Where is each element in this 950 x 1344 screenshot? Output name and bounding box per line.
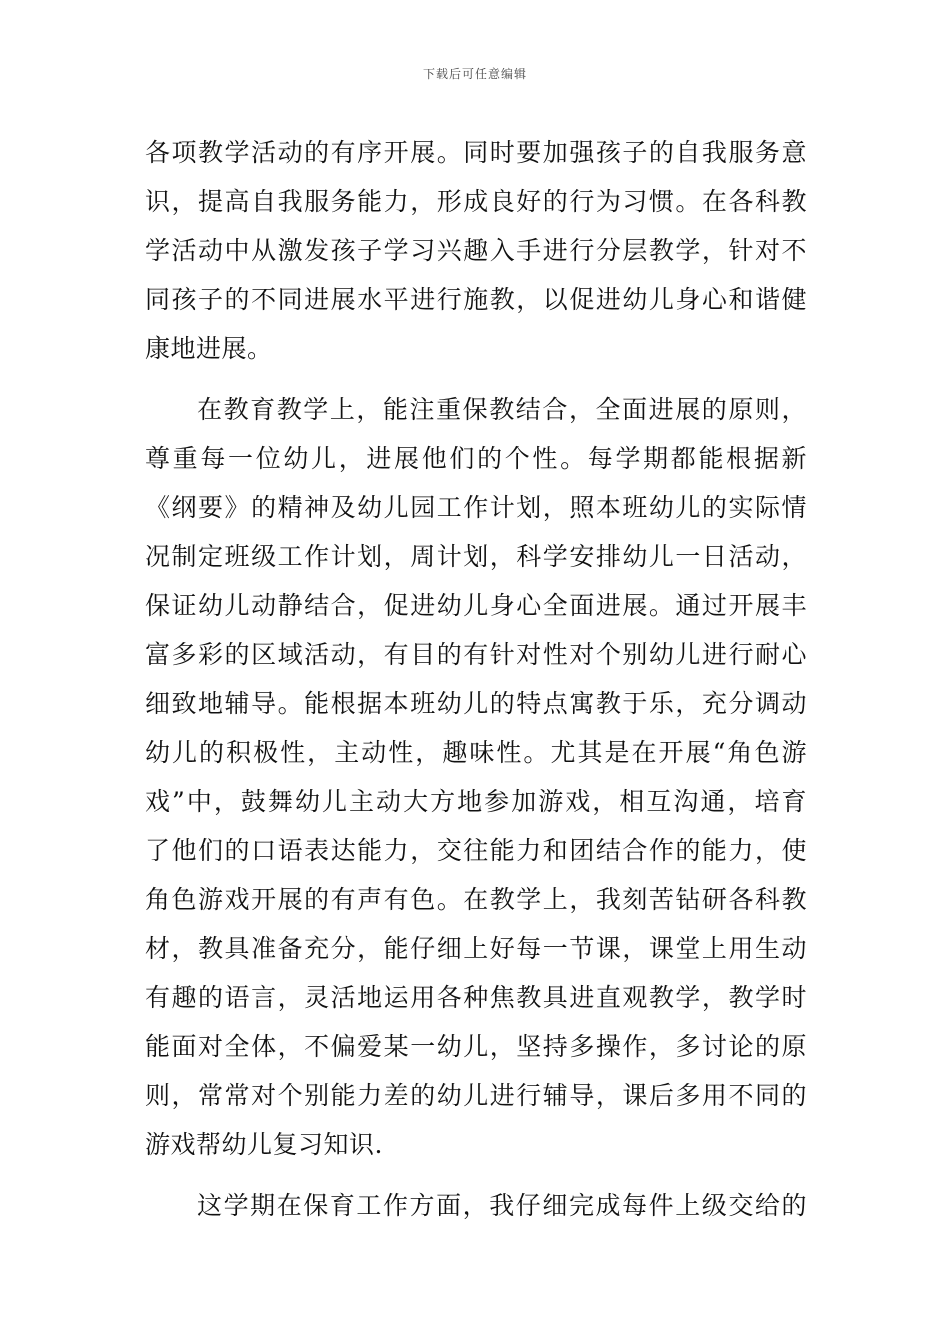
paragraph-line: 学活动中从激发孩子学习兴趣入手进行分层教学，针对不 bbox=[145, 236, 807, 265]
paragraph-line: 在教育教学上，能注重保教结合，全面进展的原则， bbox=[197, 395, 807, 424]
paragraph-line: 有趣的语言，灵活地运用各种焦教具进直观教学，教学时 bbox=[145, 983, 807, 1012]
paragraph-line: 戏”中，鼓舞幼儿主动大方地参加游戏，相互沟通，培育 bbox=[145, 787, 807, 816]
paragraph-3 bbox=[145, 1181, 807, 1230]
paragraph-2 bbox=[145, 385, 807, 1169]
paragraph-line: 康地进展。 bbox=[145, 334, 273, 363]
paragraph-line: 材，教具准备充分，能仔细上好每一节课，课堂上用生动 bbox=[145, 934, 807, 963]
paragraph-line: 尊重每一位幼儿，进展他们的个性。每学期都能根据新 bbox=[145, 444, 807, 473]
paragraph-line: 角色游戏开展的有声有色。在教学上，我刻苦钻研各科教 bbox=[145, 885, 807, 914]
paragraph-line: 保证幼儿动静结合，促进幼儿身心全面进展。通过开展丰 bbox=[145, 591, 807, 620]
paragraph-line: 同孩子的不同进展水平进行施教，以促进幼儿身心和谐健 bbox=[145, 285, 807, 314]
document-body bbox=[145, 128, 807, 1230]
paragraph-line: 游戏帮幼儿复习知识. bbox=[145, 1130, 383, 1159]
page-header: 下载后可任意编辑 bbox=[422, 67, 527, 81]
paragraph-line: 富多彩的区域活动，有目的有针对性对个别幼儿进行耐心 bbox=[145, 640, 807, 669]
paragraph-line: 识，提高自我服务能力，形成良好的行为习惯。在各科教 bbox=[145, 187, 807, 216]
paragraph-line: 《纲要》的精神及幼儿园工作计划，照本班幼儿的实际情 bbox=[145, 493, 807, 522]
paragraph-1 bbox=[145, 128, 807, 373]
paragraph-line: 了他们的口语表达能力，交往能力和团结合作的能力，使 bbox=[145, 836, 807, 865]
paragraph-line: 这学期在保育工作方面，我仔细完成每件上级交给的 bbox=[197, 1191, 807, 1220]
paragraph-line: 能面对全体，不偏爱某一幼儿，坚持多操作，多讨论的原 bbox=[145, 1032, 807, 1061]
paragraph-line: 各项教学活动的有序开展。同时要加强孩子的自我服务意 bbox=[145, 138, 807, 167]
paragraph-line: 则，常常对个别能力差的幼儿进行辅导，课后多用不同的 bbox=[145, 1081, 807, 1110]
paragraph-line: 细致地辅导。能根据本班幼儿的特点寓教于乐，充分调动 bbox=[145, 689, 807, 718]
paragraph-line: 况制定班级工作计划，周计划，科学安排幼儿一日活动， bbox=[145, 542, 807, 571]
paragraph-line: 幼儿的积极性，主动性，趣味性。尤其是在开展“角色游 bbox=[145, 738, 807, 767]
